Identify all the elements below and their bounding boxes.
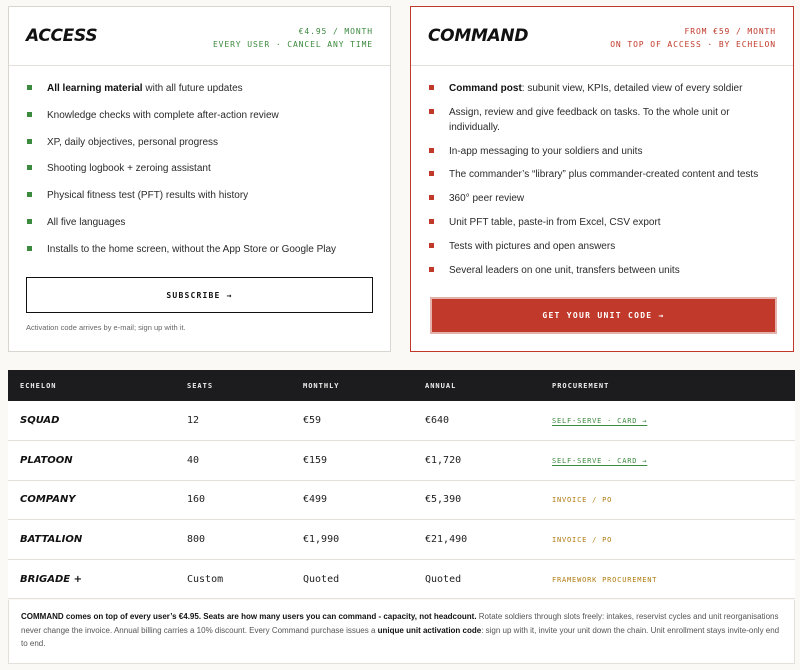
seats-value: 800 — [187, 520, 303, 560]
square-bullet-icon — [429, 85, 434, 90]
procurement-method: FRAMEWORK PROCUREMENT — [552, 575, 658, 584]
table-header-row — [8, 370, 795, 401]
monthly-price: €499 — [303, 480, 425, 520]
monthly-price: €159 — [303, 441, 425, 481]
feature-item: Assign, review and give feedback on tasks. To the whole unit or individually. — [428, 105, 779, 135]
seats-value: 12 — [187, 401, 303, 441]
feature-item: Physical fitness test (PFT) results with history — [26, 188, 376, 203]
access-price — [213, 25, 373, 51]
feature-item: The commander’s “library” plus commander-created content and tests — [428, 167, 779, 182]
feature-item: 360° peer review — [428, 191, 779, 206]
feature-item: Tests with pictures and open answers — [428, 239, 779, 254]
annual-price: €5,390 — [425, 480, 552, 520]
access-price-terms: EVERY USER · CANCEL ANY TIME — [212, 40, 373, 49]
subscribe-button[interactable]: SUBSCRIBE → — [26, 277, 373, 313]
square-bullet-icon — [27, 246, 32, 251]
monthly-price: €59 — [303, 401, 425, 441]
square-bullet-icon — [27, 139, 32, 144]
square-bullet-icon — [27, 165, 32, 170]
command-price — [610, 25, 776, 51]
echelon-name: BATTALION — [8, 520, 187, 560]
feature-item: All learning material with all future updates — [26, 81, 376, 96]
feature-item: Shooting logbook + zeroing assistant — [26, 161, 376, 176]
col-header-procurement: PROCUREMENT — [552, 370, 795, 401]
table-row — [8, 480, 795, 520]
square-bullet-icon — [27, 192, 32, 197]
square-bullet-icon — [27, 112, 32, 117]
command-price-amount: FROM €59 / MONTH — [684, 27, 776, 36]
col-header-monthly: MONTHLY — [303, 370, 425, 401]
echelon-name: PLATOON — [8, 441, 187, 481]
echelon-name: COMPANY — [8, 480, 187, 520]
command-plan-title: COMMAND — [428, 26, 529, 46]
square-bullet-icon — [429, 148, 434, 153]
access-price-amount: €4.95 / MONTH — [298, 27, 373, 36]
procurement-method: INVOICE / PO — [552, 496, 613, 505]
command-card-header — [411, 7, 793, 66]
table-row — [8, 520, 795, 560]
square-bullet-icon — [27, 219, 32, 224]
feature-item: Knowledge checks with complete after-action review — [26, 108, 376, 123]
monthly-price: Quoted — [303, 559, 425, 599]
square-bullet-icon — [429, 195, 434, 200]
annual-price: Quoted — [425, 559, 552, 599]
command-plan-card — [410, 6, 794, 352]
access-plan-title: ACCESS — [26, 26, 98, 46]
self-serve-card-link[interactable]: SELF-SERVE · CARD → — [552, 417, 648, 426]
feature-item: All five languages — [26, 215, 376, 230]
annual-price: €21,490 — [425, 520, 552, 560]
square-bullet-icon — [429, 109, 434, 114]
col-header-echelon: ECHELON — [8, 370, 187, 401]
pricing-footnote: COMMAND comes on top of every user’s €4.95. Seats are how many users you can command - capacity, not headcount. Rotate soldiers through slots freely: intakes, reservist cycles and unit reorganisations never change the invoice. Annual billing carries a 10% discount. Every Command purchase issues a unique unit activation code: sign up with it, invite your unit down the chain. Unit enrollment stays invite-only end to end. — [8, 600, 795, 664]
feature-item: In-app messaging to your soldiers and units — [428, 144, 779, 159]
command-price-terms: ON TOP OF ACCESS · BY ECHELON — [610, 40, 776, 49]
access-card-header — [9, 7, 390, 66]
annual-price: €1,720 — [425, 441, 552, 481]
seats-value: 40 — [187, 441, 303, 481]
echelon-pricing-table — [8, 370, 795, 599]
feature-item: Command post: subunit view, KPIs, detailed view of every soldier — [428, 81, 779, 96]
col-header-annual: ANNUAL — [425, 370, 552, 401]
feature-item: Installs to the home screen, without the App Store or Google Play — [26, 242, 376, 257]
square-bullet-icon — [27, 85, 32, 90]
access-feature-list — [26, 81, 376, 269]
col-header-seats: SEATS — [187, 370, 303, 401]
seats-value: 160 — [187, 480, 303, 520]
square-bullet-icon — [429, 219, 434, 224]
procurement-method: INVOICE / PO — [552, 536, 613, 545]
echelon-name: BRIGADE + — [8, 559, 187, 599]
table-row — [8, 441, 795, 481]
get-unit-code-button[interactable]: GET YOUR UNIT CODE → — [430, 297, 777, 334]
echelon-name: SQUAD — [8, 401, 187, 441]
seats-value: Custom — [187, 559, 303, 599]
square-bullet-icon — [429, 171, 434, 176]
command-feature-list — [428, 81, 779, 286]
monthly-price: €1,990 — [303, 520, 425, 560]
feature-item: Several leaders on one unit, transfers between units — [428, 263, 779, 278]
access-plan-card — [8, 6, 391, 352]
square-bullet-icon — [429, 243, 434, 248]
square-bullet-icon — [429, 267, 434, 272]
feature-item: Unit PFT table, paste-in from Excel, CSV export — [428, 215, 779, 230]
annual-price: €640 — [425, 401, 552, 441]
table-row — [8, 559, 795, 599]
self-serve-card-link[interactable]: SELF-SERVE · CARD → — [552, 456, 648, 465]
activation-note: Activation code arrives by e-mail; sign up with it. — [26, 323, 186, 332]
feature-item: XP, daily objectives, personal progress — [26, 135, 376, 150]
table-row — [8, 401, 795, 441]
